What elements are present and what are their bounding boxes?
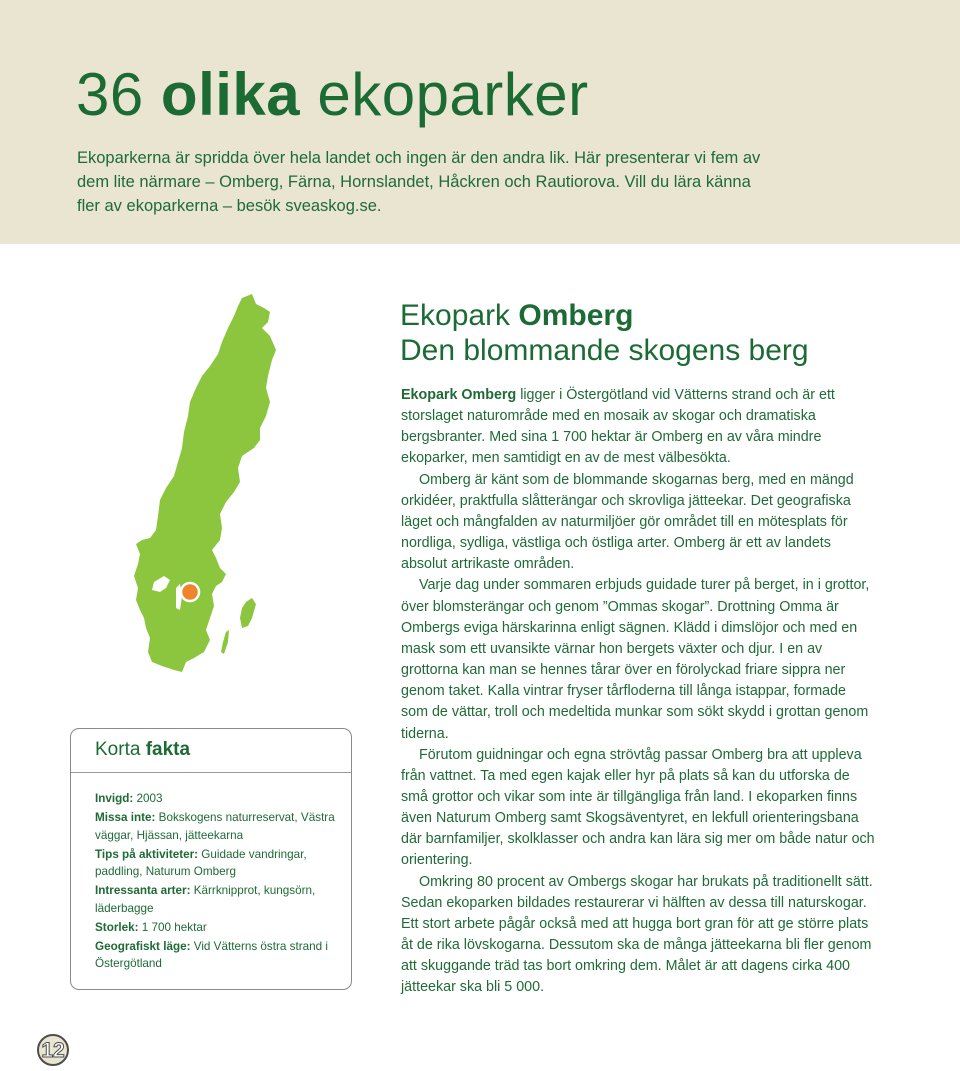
location-marker-icon xyxy=(181,583,199,601)
paragraph-3: Varje dag under sommaren erbjuds guidade turer på berget, in i grottor, över blomsterängar och genom ”Ommas skogar”. Drottning Omma är Ombergs eviga härskarinna enligt sägnen. Klädd i dimslöjor och med en mask som ett uvansikte värnar hon bergets växter och djur. I en av grottorna kan man se hennes tårar över en förolyckad friare sippra ner genom taket. Kalla vintrar fryser tårfloderna till långa istappar, formade som de vättar, troll och medeltida munkar som sökt skydd i grottan genom tiderna. xyxy=(401,577,870,742)
page-title: 36 olika ekoparker xyxy=(76,61,589,128)
park-subtitle: Den blommande skogens berg xyxy=(400,334,809,367)
sweden-land-shape xyxy=(134,294,276,672)
fact-item: Geografiskt läge: Vid Vätterns östra strand i Östergötland xyxy=(95,939,328,970)
fact-item: Storlek: 1 700 hektar xyxy=(95,920,207,934)
facts-list xyxy=(95,790,340,974)
sweden-map-icon xyxy=(130,292,280,687)
fact-item: Tips på aktiviteter: Guidade vandringar, paddling, Naturum Omberg xyxy=(95,847,307,878)
gotland-shape xyxy=(240,598,256,628)
intro-text: Ekoparkerna är spridda över hela landet och ingen är den andra lik. Här presenterar vi fem av dem lite närmare – Omberg, Färna, Hornslandet, Håckren och Rautiorova. Vill du lära känna fler av ekoparkerna – besök sveaskog.se. xyxy=(77,149,761,215)
oland-shape xyxy=(221,630,229,654)
paragraph-4: Förutom guidningar och egna strövtåg passar Omberg bra att uppleva från vattnet. Ta med egen kajak eller hyr på plats så kan du utforska de små grottor och vikar som inte är tillgängliga från land. I ekoparken finns även Naturum Omberg samt Skogsäventyret, en lekfull orienteringsbana där barnfamiljer, skolklasser och andra kan lära sig mer om både natur och orientering. xyxy=(401,746,875,869)
facts-divider xyxy=(71,772,351,773)
facts-box xyxy=(70,728,352,990)
article-body xyxy=(401,385,876,999)
paragraph-1: Ekopark Omberg ligger i Östergötland vid Vätterns strand och är ett storslaget naturområde med en mosaik av skogar och dramatiska bergsbranter. Med sina 1 700 hektar är Omberg en av våra mindre ekoparker, men samtidigt en av de mest välbesökta. xyxy=(401,387,835,467)
paragraph-5: Omkring 80 procent av Ombergs skogar har brukats på traditionellt sätt. Sedan ekoparken bildades restaurerar vi hälften av dessa till naturskogar. Ett stort arbete pågår också med att hugga bort gran för att ge större plats åt de rika lövskogarna. Dessutom ska de många jätteekarna bli fler genom att skuggande träd tas bort omkring dem. Målet är att dagens cirka 400 jätteekar ska bli 5 000. xyxy=(401,873,873,996)
facts-title: Korta fakta xyxy=(95,739,191,760)
fact-item: Missa inte: Bokskogens naturreservat, Västra väggar, Hjässan, jätteekarna xyxy=(95,811,335,842)
paragraph-2: Omberg är känt som de blommande skogarnas berg, med en mängd orkidéer, praktfulla slåtterängar och skrovliga jätteekar. Det geografiska läget och mångfalden av naturmiljöer gör området till en mötesplats för nordliga, sydliga, västliga och östliga arter. Omberg är ett av landets absolut artrikaste områden. xyxy=(401,471,854,573)
fact-item: Intressanta arter: Kärrknipprot, kungsörn, läderbagge xyxy=(95,884,316,915)
park-title: Ekopark Omberg xyxy=(400,299,634,332)
page-number: 12 xyxy=(37,1034,69,1066)
fact-item: Invigd: 2003 xyxy=(95,792,163,805)
